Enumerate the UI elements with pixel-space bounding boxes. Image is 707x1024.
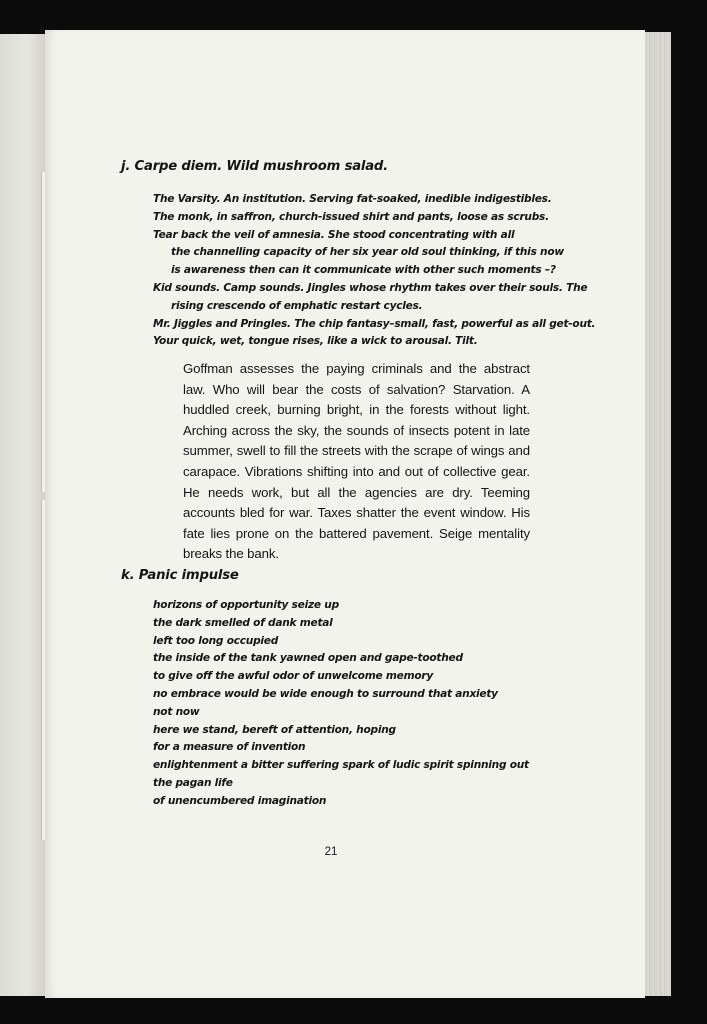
verse-line: enlightenment a bitter suffering spark of ludic spirit spinning out [153, 759, 529, 772]
verse-line: Mr. Jiggles and Pringles. The chip fantasy–small, fast, powerful as all get-out. [153, 317, 596, 330]
verse-line: is awareness then can it communicate with other such moments –? [171, 264, 556, 277]
page-number: 21 [324, 846, 338, 858]
verse-line: to give off the awful odor of unwelcome memory [153, 670, 434, 683]
verse-line: the channelling capacity of her six year old soul thinking, if this now [171, 246, 564, 259]
verse-line: horizons of opportunity seize up [153, 599, 339, 611]
verse-line: for a measure of invention [153, 741, 306, 754]
verse-line: not now [153, 705, 200, 718]
facing-page-edge [0, 34, 45, 996]
verse-line: the dark smelled of dank metal [153, 616, 333, 629]
book-page [45, 30, 645, 998]
page-content [45, 30, 645, 998]
section-j-verse [153, 191, 595, 351]
verse-line: Your quick, wet, tongue rises, like a wick to arousal. Tilt. [153, 335, 478, 348]
page-stack-edges [645, 32, 671, 996]
section-j-prose: Goffman assesses the paying criminals and the abstract law. Who will bear the costs of salvation? Starvation. A huddled creek, burning bright, in the forests without light. Arching across the sky, the sounds of insects potent in late summer, swell to fill the streets with the scrape of wings and carapace. Vibrations shifting into and out of collective gear. He needs work, but all the agencies are dry. Teeming accounts bled for war. Taxes shatter the event window. His fate lies prone on the battered pavement. Seige mentality breaks the bank. [183, 361, 530, 562]
verse-line: the inside of the tank yawned open and gape-toothed [153, 652, 463, 665]
verse-line: Tear back the veil of amnesia. She stood concentrating with all [153, 228, 515, 241]
verse-line: The monk, in saffron, church-issued shirt and pants, loose as scrubs. [153, 210, 549, 223]
verse-line: of unencumbered imagination [153, 794, 327, 807]
section-j-heading: j. Carpe diem. Wild mushroom salad. [121, 159, 388, 174]
section-k-heading: k. Panic impulse [121, 568, 239, 583]
verse-line: The Varsity. An institution. Serving fat-soaked, inedible indigestibles. [153, 193, 552, 205]
section-k-verse [153, 597, 529, 811]
verse-line: left too long occupied [153, 634, 279, 647]
verse-line: no embrace would be wide enough to surround that anxiety [153, 687, 498, 700]
verse-line: here we stand, bereft of attention, hoping [153, 723, 396, 736]
verse-line: rising crescendo of emphatic restart cycles. [171, 299, 423, 312]
verse-line: the pagan life [153, 776, 233, 789]
verse-line: Kid sounds. Camp sounds. Jingles whose rhythm takes over their souls. The [153, 281, 588, 294]
